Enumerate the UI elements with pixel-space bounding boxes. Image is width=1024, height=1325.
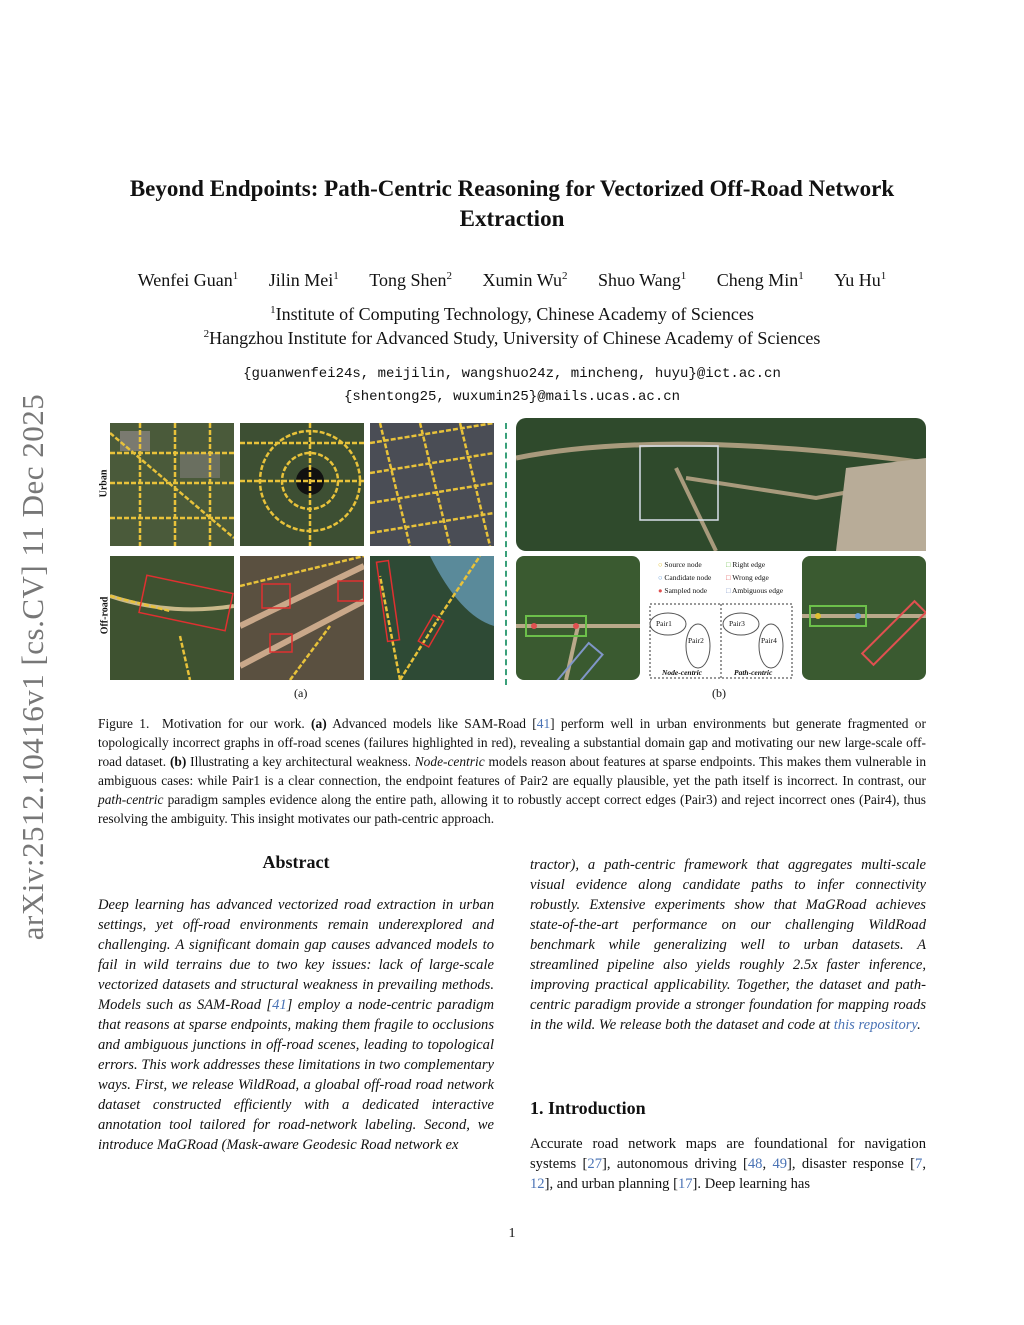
paper-title: Beyond Endpoints: Path-Centric Reasoning for Vectorized Off-Road Network Extraction xyxy=(129,176,895,231)
author: Tong Shen$^2$ xyxy=(369,270,453,290)
author-list xyxy=(100,270,924,291)
affiliation-2: $^2$Hangzhou Institute for Advanced Study, University of Chinese Academy of Sciences xyxy=(203,328,821,348)
citation-link[interactable]: 7 xyxy=(915,1156,923,1172)
legend-sampled-node: ● Sampled node xyxy=(658,586,708,595)
citation-link[interactable]: 48 xyxy=(747,1156,763,1172)
path-centric-example-image xyxy=(802,556,926,680)
figure-1 xyxy=(96,418,928,700)
panel-separator xyxy=(505,423,507,685)
pair1-label: Pair1 xyxy=(656,619,672,628)
abstract-heading: Abstract xyxy=(262,852,330,872)
section-heading-introduction: 1. Introduction xyxy=(530,1098,646,1118)
node-centric-example-image xyxy=(516,556,640,680)
page-number: 1 xyxy=(508,1226,516,1241)
affiliation-1: $^1$Institute of Computing Technology, Chinese Academy of Sciences xyxy=(270,304,754,324)
introduction-body: Accurate road network maps are foundational for navigation systems [27], autonomous driving [48, 49], disaster response [7, 12], and urban planning [17]. Deep learning has xyxy=(530,1136,926,1192)
figure-caption: Figure 1. Motivation for our work. (a) Advanced models like SAM-Road [41] perform well in urban environments but generate fragmented or topologically incorrect graphs in off-road scenes (failures highlighted in red), revealing a substantial domain gap and motivating our new large-scale off-road dataset. (b) Illustrating a key architectural weakness. Node-centric models reason about features at sparse endpoints. This makes them vulnerable in ambiguous cases: while Pair1 is a clear connection, the endpoint features of Pair2 are equally plausible, yet the path itself is incorrect. In contrast, our path-centric paradigm samples evidence along the entire path, allowing it to robustly accept correct edges (Pair3) and reject incorrect ones (Pair4), thus resolving the ambiguity. This insight motivates our path-centric approach. xyxy=(98,716,927,826)
repository-link[interactable]: this repository xyxy=(833,1017,918,1033)
path-centric-label: Path-centric xyxy=(734,668,773,677)
citation-link[interactable]: 41 xyxy=(536,716,551,731)
citation-link[interactable]: 49 xyxy=(772,1156,788,1172)
abstract-continuation: tractor), a path-centric framework that aggregates multi-scale visual evidence along candidate paths to infer connectivity robustly. Extensive experiments show that MaGRoad achieves state-of-the-art performance on our challenging WildRoad benchmark while generalizing well to urban datasets. A streamlined pipeline also yields roughly 2.5x faster inference, improving practical applicability. Together, the dataset and path-centric paradigm provide a stronger foundation for mapping roads in the wild. We release both the dataset and code at this repository. xyxy=(530,857,926,1033)
arxiv-stamp xyxy=(8,372,58,962)
email-line-2: {shentong25, wuxumin25}@mails.ucas.ac.cn xyxy=(343,389,681,405)
author: Xumin Wu$^2$ xyxy=(482,270,568,290)
citation-link[interactable]: 27 xyxy=(587,1156,602,1172)
panel-a-label: (a) xyxy=(294,686,308,700)
citation-link[interactable]: 12 xyxy=(530,1176,545,1192)
author: Cheng Min$^1$ xyxy=(716,270,804,290)
urban-image-2 xyxy=(240,423,364,546)
offroad-overview-image xyxy=(516,418,926,551)
legend-source-node: ○ Source node xyxy=(658,560,702,569)
pair4-label: Pair4 xyxy=(761,636,777,645)
email-line-1: {guanwenfei24s, meijilin, wangshuo24z, mincheng, huyu}@ict.ac.cn xyxy=(243,366,781,382)
abstract-body: Deep learning has advanced vectorized road extraction in urban settings, yet off-road environments remain underexplored and challenging. A significant domain gap causes advanced models to fail in wild terrains due to two key issues: lack of large-scale vectorized datasets and structural weakness in prevailing methods. Models such as SAM-Road [41] employ a node-centric paradigm that reasons at sparse endpoints, making them fragile to occlusions and ambiguous junctions in off-road scenes, leading to topological errors. This work addresses these limitations in two complementary ways. First, we release WildRoad, a gloabal off-road road network dataset constructed efficiently with a dedicated interactive annotation tool tailored for road-network labeling. Second, we introduce MaGRoad (Mask-aware Geodesic Road network ex xyxy=(98,897,494,1153)
legend-right-edge: □ Right edge xyxy=(726,560,766,569)
panel-b-label: (b) xyxy=(712,686,726,700)
offroad-image-2 xyxy=(240,556,364,680)
pair2-label: Pair2 xyxy=(688,636,704,645)
legend-wrong-edge: □ Wrong edge xyxy=(726,573,769,582)
node-centric-label: Node-centric xyxy=(662,668,702,677)
arxiv-id: arXiv:2512.10416v1 [cs.CV] 11 Dec 2025 xyxy=(15,393,50,941)
author: Shuo Wang$^1$ xyxy=(597,270,687,290)
legend-ambiguous-edge: □ Ambiguous edge xyxy=(726,586,784,595)
citation-link[interactable]: 41 xyxy=(272,997,287,1013)
author: Jilin Mei$^1$ xyxy=(268,270,339,290)
legend-candidate-node: ○ Candidate node xyxy=(658,573,712,582)
row-label-offroad: Off-road xyxy=(99,596,111,635)
pair3-label: Pair3 xyxy=(729,619,745,628)
offroad-image-3 xyxy=(370,556,494,680)
author: Wenfei Guan$^1$ xyxy=(137,270,239,290)
citation-link[interactable]: 17 xyxy=(677,1176,693,1192)
row-label-urban: Urban xyxy=(98,469,110,498)
urban-image-1 xyxy=(110,423,234,546)
author: Yu Hu$^1$ xyxy=(834,270,887,290)
urban-image-3 xyxy=(370,423,494,546)
offroad-image-1 xyxy=(110,556,234,680)
